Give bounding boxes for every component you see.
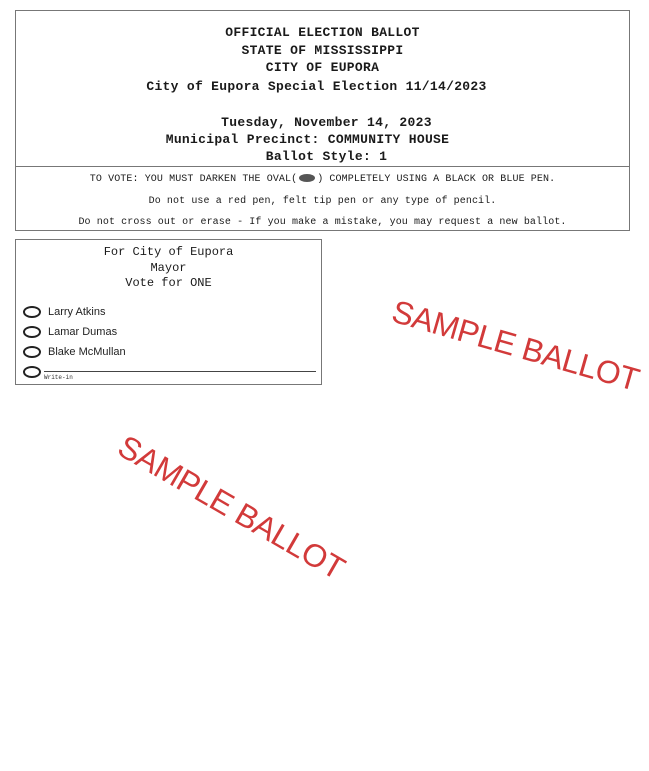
vote-oval-icon[interactable] xyxy=(23,326,41,338)
vote-for-count: Vote for ONE xyxy=(125,276,212,290)
write-in-line[interactable] xyxy=(44,371,316,372)
sample-ballot-watermark: SAMPLE BALLOT xyxy=(112,428,351,587)
instruction-line-1-end: ) COMPLETELY USING A BLACK OR BLUE PEN. xyxy=(317,174,556,185)
instruction-line-1-start: TO VOTE: YOU MUST DARKEN THE OVAL( xyxy=(89,174,298,185)
vote-oval-icon[interactable] xyxy=(23,346,41,358)
candidate-option[interactable] xyxy=(23,304,105,320)
election-name: City of Eupora Special Election 11/14/2023 xyxy=(146,79,487,94)
candidate-name: Lamar Dumas xyxy=(48,326,118,338)
header-titles xyxy=(16,11,629,166)
ballot-header xyxy=(15,10,630,231)
instruction-line-2: Do not use a red pen, felt tip pen or any type of pencil. xyxy=(148,196,497,207)
precinct-name: Municipal Precinct: COMMUNITY HOUSE xyxy=(165,132,450,147)
voting-instructions xyxy=(16,166,629,231)
candidate-option[interactable] xyxy=(23,324,117,340)
write-in-label: Write-in xyxy=(44,374,73,381)
election-date: Tuesday, November 14, 2023 xyxy=(221,115,432,130)
candidate-name: Blake McMullan xyxy=(48,346,126,358)
sample-ballot-watermark: SAMPLE BALLOT xyxy=(388,293,644,398)
write-in-option[interactable] xyxy=(23,364,41,380)
vote-oval-icon[interactable] xyxy=(23,306,41,318)
city-name: CITY OF EUPORA xyxy=(265,60,380,75)
contest-heading: For City of Eupora xyxy=(103,245,234,259)
state-name: STATE OF MISSISSIPPI xyxy=(241,43,404,58)
vote-oval-icon[interactable] xyxy=(23,366,41,378)
mayor-contest xyxy=(15,239,322,385)
candidate-name: Larry Atkins xyxy=(48,306,106,318)
candidate-option[interactable] xyxy=(23,344,126,360)
filled-oval-icon xyxy=(299,174,315,182)
instruction-line-3: Do not cross out or erase - If you make a mistake, you may request a new ballot. xyxy=(78,217,567,228)
ballot-style: Ballot Style: 1 xyxy=(265,149,388,164)
instruction-line-1 xyxy=(16,174,629,185)
ballot-title: OFFICIAL ELECTION BALLOT xyxy=(225,25,420,40)
contest-office: Mayor xyxy=(150,261,187,275)
